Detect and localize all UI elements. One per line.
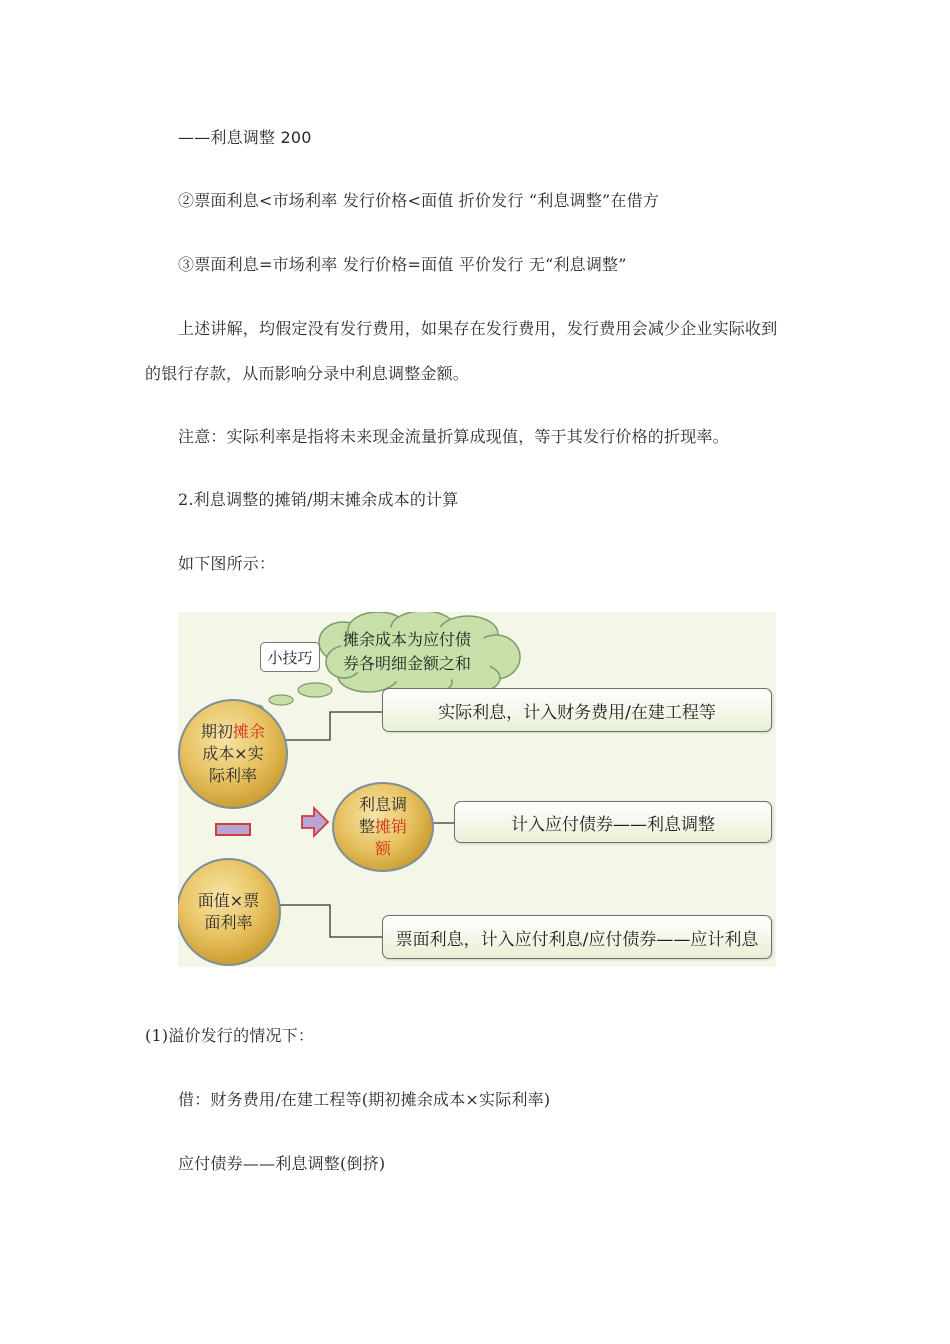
paragraph-discount-issue: ②票面利息<市场利率 发行价格<面值 折价发行 “利息调整”在借方	[178, 191, 660, 210]
circle2-text-2a: 整	[358, 817, 375, 836]
paragraph-issue-cost-2: 的银行存款，从而影响分录中利息调整金额。	[145, 364, 470, 383]
paragraph-premium-issue: (1)溢价发行的情况下：	[145, 1026, 315, 1045]
paragraph-note: 注意：实际利率是指将未来现金流量折算成现值，等于其发行价格的折现率。	[178, 427, 729, 446]
diagram-figure	[178, 612, 776, 967]
paragraph-par-issue: ③票面利息=市场利率 发行价格=面值 平价发行 无“利息调整”	[178, 255, 627, 274]
cloud-text	[343, 628, 471, 676]
paragraph-as-shown: 如下图所示：	[178, 554, 276, 573]
paragraph-issue-cost-1: 上述讲解，均假定没有发行费用，如果存在发行费用，发行费用会减少企业实际收到	[178, 319, 778, 338]
bubble-medium	[269, 695, 293, 705]
circle1-text-3: 际利率	[208, 766, 257, 785]
paragraph-debit-entry: 借：财务费用/在建工程等(期初摊余成本×实际利率)	[178, 1090, 551, 1109]
circle-coupon-interest	[178, 858, 281, 966]
circle3-text-2: 面利率	[204, 913, 253, 932]
box-coupon-interest: 票面利息，计入应付利息/应付债券——应计利息	[382, 915, 772, 959]
circle-actual-interest	[178, 699, 288, 809]
minus-sign	[215, 823, 251, 836]
circle-amortization	[332, 782, 434, 872]
circle3-text-1: 面值×票	[197, 891, 260, 910]
right-arrow-icon	[302, 808, 328, 836]
paragraph-interest-adjustment-200: ——利息调整 200	[178, 128, 312, 147]
tip-label: 小技巧	[260, 642, 320, 672]
circle2-text-2b: 摊销	[375, 817, 408, 836]
circle1-text-2: 成本×实	[202, 744, 264, 763]
section-heading-amortization: 2.利息调整的摊销/期末摊余成本的计算	[178, 490, 459, 509]
circle1-text-a: 期初	[200, 722, 233, 741]
cloud-text-line1: 摊余成本为应付债	[343, 630, 472, 649]
box-interest-adjustment: 计入应付债券——利息调整	[454, 801, 772, 843]
circle1-text-b: 摊余	[233, 722, 266, 741]
circle2-text-1: 利息调	[358, 795, 407, 814]
bubble-large	[298, 683, 332, 697]
circle2-text-3: 额	[374, 839, 391, 858]
box-actual-interest: 实际利息，计入财务费用/在建工程等	[382, 688, 772, 732]
cloud-text-line2: 券各明细金额之和	[343, 654, 472, 673]
paragraph-bond-adjustment: 应付债券——利息调整(倒挤)	[178, 1154, 386, 1173]
